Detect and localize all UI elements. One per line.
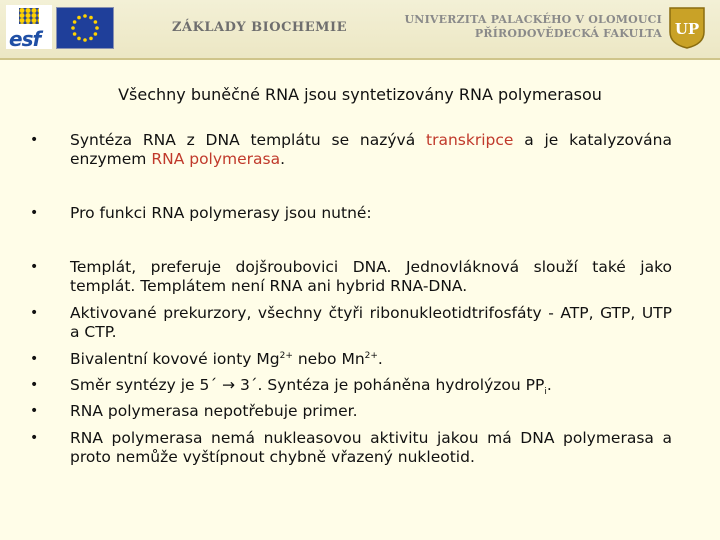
paragraph-template: Templát, preferuje dojšroubovici DNA. Jednovláknová slouží také jako templát. Templátem není RNA ani hybrid RNA-DNA.	[70, 258, 672, 295]
eu-flag-icon	[56, 7, 114, 49]
paragraph-precursors: Aktivované prekurzory, všechny čtyři ribonukleotidtrifosfáty - ATP, GTP, UTP a CTP.	[70, 304, 672, 341]
university-name	[400, 13, 662, 41]
university-line1: UNIVERZITA PALACKÉHO V OLOMOUCI	[404, 13, 662, 26]
paragraph-direction: Směr syntézy je 5´ → 3´. Syntéza je poháněna hydrolýzou $PP_i$.	[70, 376, 552, 398]
paragraph-nuclease: RNA polymerasa nemá nukleasovou aktivitu jakou má DNA polymerasa a proto nemůže vyštípnout chybně vřazený nukleotid.	[70, 429, 672, 466]
university-line2: PŘÍRODOVĚDECKÁ FAKULTA	[474, 27, 662, 40]
bullet: •	[30, 205, 39, 221]
bullet: •	[30, 259, 39, 275]
bullet: •	[30, 377, 39, 393]
university-logo	[668, 6, 706, 50]
eu-stars-icon	[19, 8, 39, 24]
bullet: •	[30, 430, 39, 446]
paragraph-requirements: Pro funkci RNA polymerasy jsou nutné:	[70, 204, 372, 222]
esf-logo	[6, 5, 52, 49]
esf-logo-text: esf	[9, 27, 41, 51]
course-title: ZÁKLADY BIOCHEMIE	[172, 20, 347, 35]
bullet: •	[30, 305, 39, 321]
paragraph-transcription: Syntéza RNA z DNA templátu se nazývá transkripce a je katalyzována enzymem RNA polymerasa.	[70, 131, 672, 168]
bullet: •	[30, 351, 39, 367]
paragraph-primer: RNA polymerasa nepotřebuje primer.	[70, 402, 358, 420]
header-banner	[0, 0, 720, 60]
term-rna-polymerase: RNA polymerasa	[151, 150, 281, 168]
bullet: •	[30, 403, 39, 419]
paragraph-ions: Bivalentní kovové ionty $Mg^{2+}$ nebo $Mn^{2+}$.	[70, 350, 383, 368]
bullet: •	[30, 132, 39, 148]
university-logo-text: UP	[674, 20, 700, 38]
term-transcription: transkripce	[426, 131, 514, 149]
slide-title: Všechny buněčné RNA jsou syntetizovány RNA polymerasou	[118, 85, 602, 104]
arrow-right-icon: →	[222, 376, 236, 394]
